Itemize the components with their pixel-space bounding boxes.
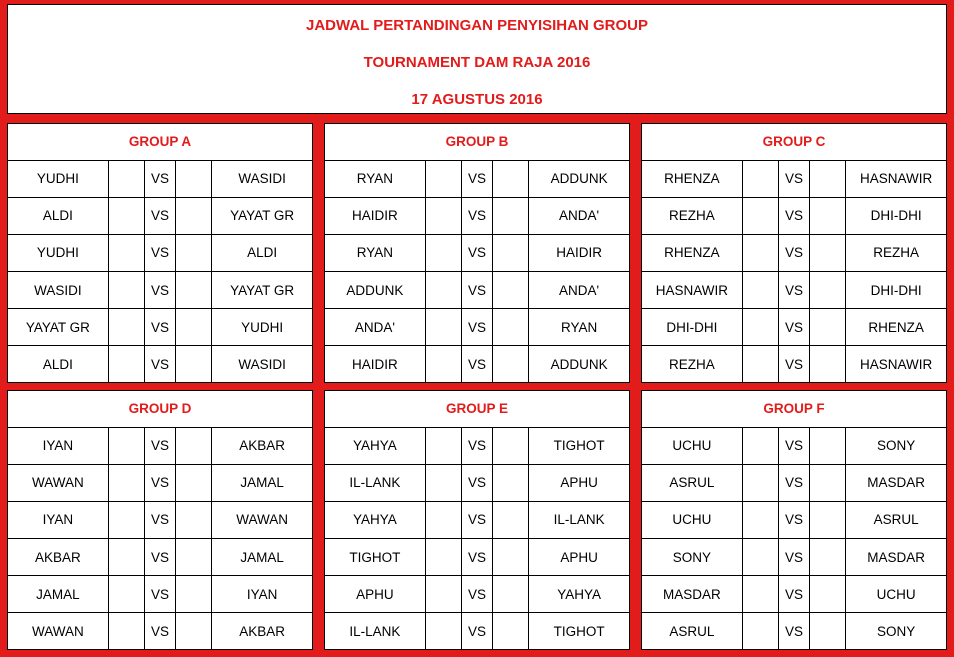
away-player: ANDA'	[529, 272, 629, 309]
match-row	[642, 309, 946, 346]
match-row	[642, 464, 946, 501]
away-score-cell	[810, 309, 846, 346]
home-player: YUDHI	[8, 160, 108, 197]
away-player: DHI-DHI	[846, 197, 946, 234]
vs-label: VS	[144, 160, 175, 197]
vs-label: VS	[144, 309, 175, 346]
home-score-cell	[425, 613, 461, 649]
match-row	[642, 346, 946, 382]
match-row	[325, 234, 629, 271]
vs-label: VS	[778, 309, 809, 346]
home-player: RHENZA	[642, 160, 742, 197]
group-header-row	[642, 391, 946, 427]
home-player: ASRUL	[642, 464, 742, 501]
group-f-title: GROUP F	[642, 391, 946, 427]
away-player: YAHYA	[529, 576, 629, 613]
group-c-panel	[641, 123, 947, 383]
home-player: RYAN	[325, 234, 425, 271]
away-score-cell	[493, 464, 529, 501]
home-player: MASDAR	[642, 576, 742, 613]
away-player: YUDHI	[212, 309, 312, 346]
home-score-cell	[425, 272, 461, 309]
away-score-cell	[493, 234, 529, 271]
away-score-cell	[176, 309, 212, 346]
home-score-cell	[108, 427, 144, 464]
match-row	[8, 234, 312, 271]
home-score-cell	[108, 309, 144, 346]
away-player: APHU	[529, 464, 629, 501]
vs-label: VS	[144, 613, 175, 649]
away-score-cell	[810, 501, 846, 538]
away-score-cell	[493, 160, 529, 197]
away-player: YAYAT GR	[212, 272, 312, 309]
away-player: ANDA'	[529, 197, 629, 234]
away-score-cell	[493, 501, 529, 538]
home-score-cell	[108, 464, 144, 501]
home-score-cell	[425, 464, 461, 501]
match-row	[642, 501, 946, 538]
home-player: HAIDIR	[325, 346, 425, 382]
event-date: 17 AGUSTUS 2016	[411, 91, 543, 108]
home-score-cell	[742, 197, 778, 234]
vs-label: VS	[461, 501, 492, 538]
vs-label: VS	[144, 539, 175, 576]
away-player: AKBAR	[212, 613, 312, 649]
home-player: ALDI	[8, 346, 108, 382]
away-score-cell	[493, 309, 529, 346]
away-player: DHI-DHI	[846, 272, 946, 309]
home-player: HAIDIR	[325, 197, 425, 234]
match-row	[8, 309, 312, 346]
match-row	[325, 501, 629, 538]
match-row	[325, 197, 629, 234]
group-b-title: GROUP B	[325, 124, 629, 160]
away-player: REZHA	[846, 234, 946, 271]
away-player: ALDI	[212, 234, 312, 271]
match-row	[642, 539, 946, 576]
home-player: YUDHI	[8, 234, 108, 271]
home-player: UCHU	[642, 427, 742, 464]
match-row	[8, 346, 312, 382]
vs-label: VS	[461, 613, 492, 649]
away-score-cell	[493, 346, 529, 382]
match-row	[325, 613, 629, 649]
home-player: IL-LANK	[325, 464, 425, 501]
home-player: HASNAWIR	[642, 272, 742, 309]
match-row	[8, 160, 312, 197]
away-player: MASDAR	[846, 539, 946, 576]
match-row	[642, 427, 946, 464]
away-score-cell	[810, 272, 846, 309]
vs-label: VS	[461, 309, 492, 346]
home-player: IL-LANK	[325, 613, 425, 649]
group-header-row	[8, 391, 312, 427]
vs-label: VS	[461, 197, 492, 234]
match-row	[8, 427, 312, 464]
away-score-cell	[176, 197, 212, 234]
away-score-cell	[810, 613, 846, 649]
vs-label: VS	[778, 427, 809, 464]
group-b-panel	[324, 123, 630, 383]
home-score-cell	[425, 501, 461, 538]
away-player: APHU	[529, 539, 629, 576]
away-score-cell	[810, 197, 846, 234]
home-score-cell	[425, 427, 461, 464]
group-header-row	[8, 124, 312, 160]
home-score-cell	[425, 160, 461, 197]
home-player: ADDUNK	[325, 272, 425, 309]
home-player: UCHU	[642, 501, 742, 538]
home-score-cell	[742, 501, 778, 538]
away-player: WASIDI	[212, 160, 312, 197]
match-row	[642, 234, 946, 271]
away-player: HASNAWIR	[846, 160, 946, 197]
group-a-panel	[7, 123, 313, 383]
match-row	[325, 309, 629, 346]
home-player: WASIDI	[8, 272, 108, 309]
vs-label: VS	[461, 346, 492, 382]
home-player: TIGHOT	[325, 539, 425, 576]
group-a-table	[8, 124, 312, 382]
vs-label: VS	[144, 197, 175, 234]
home-player: RYAN	[325, 160, 425, 197]
home-player: RHENZA	[642, 234, 742, 271]
group-c-title: GROUP C	[642, 124, 946, 160]
away-score-cell	[176, 613, 212, 649]
home-player: JAMAL	[8, 576, 108, 613]
away-score-cell	[493, 539, 529, 576]
away-player: AKBAR	[212, 427, 312, 464]
away-score-cell	[810, 160, 846, 197]
match-row	[325, 464, 629, 501]
home-player: REZHA	[642, 197, 742, 234]
home-player: REZHA	[642, 346, 742, 382]
vs-label: VS	[461, 539, 492, 576]
away-player: ASRUL	[846, 501, 946, 538]
home-player: APHU	[325, 576, 425, 613]
home-score-cell	[108, 539, 144, 576]
vs-label: VS	[778, 613, 809, 649]
home-score-cell	[425, 309, 461, 346]
away-score-cell	[176, 427, 212, 464]
group-b-table	[325, 124, 629, 382]
home-score-cell	[425, 197, 461, 234]
vs-label: VS	[144, 272, 175, 309]
match-row	[8, 464, 312, 501]
vs-label: VS	[461, 234, 492, 271]
away-score-cell	[810, 346, 846, 382]
away-player: RYAN	[529, 309, 629, 346]
vs-label: VS	[461, 427, 492, 464]
vs-label: VS	[778, 160, 809, 197]
away-player: JAMAL	[212, 464, 312, 501]
away-score-cell	[493, 576, 529, 613]
home-score-cell	[425, 576, 461, 613]
away-score-cell	[493, 613, 529, 649]
vs-label: VS	[144, 576, 175, 613]
vs-label: VS	[778, 234, 809, 271]
away-score-cell	[493, 197, 529, 234]
away-score-cell	[810, 576, 846, 613]
group-d-panel	[7, 390, 313, 650]
group-f-panel	[641, 390, 947, 650]
away-player: TIGHOT	[529, 427, 629, 464]
vs-label: VS	[461, 272, 492, 309]
match-row	[325, 272, 629, 309]
match-row	[325, 160, 629, 197]
home-player: IYAN	[8, 501, 108, 538]
group-header-row	[325, 124, 629, 160]
away-player: HASNAWIR	[846, 346, 946, 382]
away-player: YAYAT GR	[212, 197, 312, 234]
match-row	[642, 576, 946, 613]
away-player: RHENZA	[846, 309, 946, 346]
away-player: SONY	[846, 613, 946, 649]
home-score-cell	[108, 234, 144, 271]
vs-label: VS	[778, 501, 809, 538]
home-score-cell	[742, 346, 778, 382]
home-score-cell	[108, 160, 144, 197]
match-row	[8, 576, 312, 613]
vs-label: VS	[144, 234, 175, 271]
home-score-cell	[108, 197, 144, 234]
group-e-panel	[324, 390, 630, 650]
away-player: WAWAN	[212, 501, 312, 538]
away-player: ADDUNK	[529, 160, 629, 197]
away-score-cell	[176, 539, 212, 576]
home-score-cell	[108, 346, 144, 382]
title-box	[7, 4, 947, 114]
home-score-cell	[742, 539, 778, 576]
group-a-title: GROUP A	[8, 124, 312, 160]
home-score-cell	[108, 501, 144, 538]
home-player: SONY	[642, 539, 742, 576]
away-score-cell	[810, 539, 846, 576]
vs-label: VS	[144, 346, 175, 382]
vs-label: VS	[461, 576, 492, 613]
away-score-cell	[176, 464, 212, 501]
home-player: ANDA'	[325, 309, 425, 346]
match-row	[325, 346, 629, 382]
home-player: ASRUL	[642, 613, 742, 649]
home-score-cell	[108, 272, 144, 309]
match-row	[642, 197, 946, 234]
home-player: AKBAR	[8, 539, 108, 576]
home-player: YAYAT GR	[8, 309, 108, 346]
away-score-cell	[176, 576, 212, 613]
home-score-cell	[742, 272, 778, 309]
match-row	[642, 613, 946, 649]
group-d-title: GROUP D	[8, 391, 312, 427]
match-row	[642, 160, 946, 197]
match-row	[8, 272, 312, 309]
away-player: SONY	[846, 427, 946, 464]
away-player: TIGHOT	[529, 613, 629, 649]
group-header-row	[325, 391, 629, 427]
away-player: IL-LANK	[529, 501, 629, 538]
home-score-cell	[425, 234, 461, 271]
vs-label: VS	[778, 576, 809, 613]
away-player: IYAN	[212, 576, 312, 613]
group-header-row	[642, 124, 946, 160]
group-c-table	[642, 124, 946, 382]
match-row	[8, 539, 312, 576]
home-score-cell	[108, 613, 144, 649]
match-row	[325, 576, 629, 613]
group-f-table	[642, 391, 946, 649]
home-score-cell	[742, 613, 778, 649]
away-player: HAIDIR	[529, 234, 629, 271]
home-player: DHI-DHI	[642, 309, 742, 346]
match-row	[8, 613, 312, 649]
vs-label: VS	[461, 464, 492, 501]
home-player: YAHYA	[325, 427, 425, 464]
vs-label: VS	[144, 464, 175, 501]
away-player: JAMAL	[212, 539, 312, 576]
away-player: MASDAR	[846, 464, 946, 501]
away-score-cell	[176, 501, 212, 538]
away-player: ADDUNK	[529, 346, 629, 382]
away-score-cell	[176, 346, 212, 382]
home-player: ALDI	[8, 197, 108, 234]
group-d-table	[8, 391, 312, 649]
vs-label: VS	[778, 464, 809, 501]
vs-label: VS	[144, 501, 175, 538]
away-score-cell	[810, 464, 846, 501]
home-score-cell	[742, 464, 778, 501]
away-score-cell	[493, 272, 529, 309]
vs-label: VS	[461, 160, 492, 197]
group-e-title: GROUP E	[325, 391, 629, 427]
home-player: WAWAN	[8, 613, 108, 649]
vs-label: VS	[778, 197, 809, 234]
home-score-cell	[742, 576, 778, 613]
away-score-cell	[493, 427, 529, 464]
home-player: IYAN	[8, 427, 108, 464]
home-score-cell	[425, 539, 461, 576]
home-score-cell	[742, 309, 778, 346]
vs-label: VS	[778, 539, 809, 576]
home-score-cell	[742, 427, 778, 464]
home-score-cell	[425, 346, 461, 382]
away-score-cell	[176, 272, 212, 309]
tournament-name: TOURNAMENT DAM RAJA 2016	[363, 54, 591, 71]
home-score-cell	[742, 234, 778, 271]
vs-label: VS	[778, 272, 809, 309]
home-score-cell	[742, 160, 778, 197]
vs-label: VS	[778, 346, 809, 382]
away-player: UCHU	[846, 576, 946, 613]
schedule-title: JADWAL PERTANDINGAN PENYISIHAN GROUP	[306, 17, 648, 34]
match-row	[8, 197, 312, 234]
match-row	[642, 272, 946, 309]
home-player: YAHYA	[325, 501, 425, 538]
away-score-cell	[810, 427, 846, 464]
group-e-table	[325, 391, 629, 649]
match-row	[325, 539, 629, 576]
away-score-cell	[176, 160, 212, 197]
away-score-cell	[810, 234, 846, 271]
match-row	[325, 427, 629, 464]
match-row	[8, 501, 312, 538]
away-player: WASIDI	[212, 346, 312, 382]
home-score-cell	[108, 576, 144, 613]
away-score-cell	[176, 234, 212, 271]
home-player: WAWAN	[8, 464, 108, 501]
vs-label: VS	[144, 427, 175, 464]
